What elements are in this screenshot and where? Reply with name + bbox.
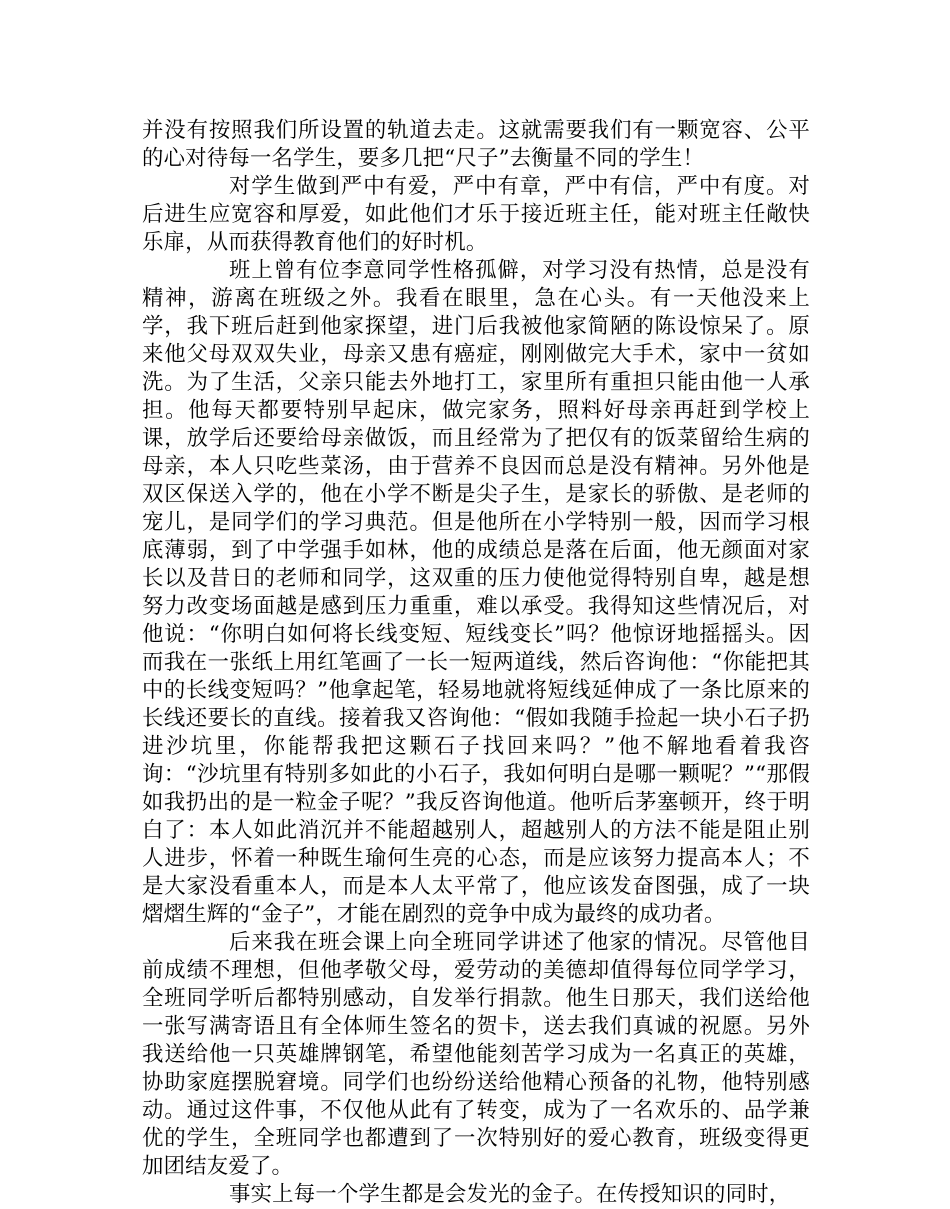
document-page [142, 117, 810, 1209]
paragraph-continuation: 并没有按照我们所设置的轨道去走。这就需要我们有一颗宽容、公平的心对待每一名学生，要多几把“尺子”去衡量不同的学生！ [142, 118, 810, 171]
paragraph-every-student-gold: 事实上每一个学生都是会发光的金子。在传授知识的同时， [229, 1182, 791, 1207]
paragraph-strict-with-love: 对学生做到严中有爱，严中有章，严中有信，严中有度。对后进生应宽容和厚爱，如此他们才乐于接近班主任，能对班主任敞快乐扉，从而获得教育他们的好时机。 [142, 174, 810, 255]
paragraph-class-meeting: 后来我在班会课上向全班同学讲述了他家的情况。尽管他目前成绩不理想，但他孝敬父母，爱劳动的美德却值得每位同学学习，全班同学听后都特别感动，自发举行捐款。他生日那天，我们送给他一张写满寄语且有全体师生签名的贺卡，送去我们真诚的祝愿。另外我送给他一只英雄牌钢笔，希望他能刻苦学习成为一名真正的英雄，协助家庭摆脱窘境。同学们也纷纷送给他精心预备的礼物，他特别感动。通过这件事，不仅他从此有了转变，成为了一名欢乐的、品学兼优的学生，全班同学也都遭到了一次特别好的爱心教育，班级变得更加团结友爱了。 [142, 930, 810, 1179]
paragraph-li-yi-story: 班上曾有位李意同学性格孤僻，对学习没有热情，总是没有精神，游离在班级之外。我看在眼里，急在心头。有一天他没来上学，我下班后赶到他家探望，进门后我被他家简陋的陈设惊呆了。原来他父母双双失业，母亲又患有癌症，刚刚做完大手术，家中一贫如洗。为了生活，父亲只能去外地打工，家里所有重担只能由他一人承担。他每天都要特别早起床，做完家务，照料好母亲再赶到学校上课，放学后还要给母亲做饭，而且经常为了把仅有的饭菜留给生病的母亲，本人只吃些菜汤，由于营养不良因而总是没有精神。另外他是双区保送入学的，他在小学不断是尖子生，是家长的骄傲、是老师的宠儿，是同学们的学习典范。但是他所在小学特别一般，因而学习根底薄弱，到了中学强手如林，他的成绩总是落在后面，他无颜面对家长以及昔日的老师和同学，这双重的压力使他觉得特别自卑，越是想努力改变场面越是感到压力重重，难以承受。我得知这些情况后，对他说：“你明白如何将长线变短、短线变长”吗？他惊讶地摇摇头。因而我在一张纸上用红笔画了一长一短两道线，然后咨询他：“你能把其中的长线变短吗？”他拿起笔，轻易地就将短线延伸成了一条比原来的长线还要长的直线。接着我又咨询他：“假如我随手捡起一块小石子扔进沙坑里，你能帮我把这颗石子找回来吗？”他不解地看着我咨询：“沙坑里有特别多如此的小石子，我如何明白是哪一颗呢？”“那假如我扔出的是一粒金子呢？”我反咨询他道。他听后茅塞顿开，终于明白了：本人如此消沉并不能超越别人，超越别人的方法不能是阻止别人进步，怀着一种既生瑜何生亮的心态，而是应该努力提高本人；不是大家没看重本人，而是本人太平常了，他应该发奋图强，成了一块熠熠生辉的“金子”，才能在剧烈的竞争中成为最终的成功者。 [142, 258, 810, 927]
